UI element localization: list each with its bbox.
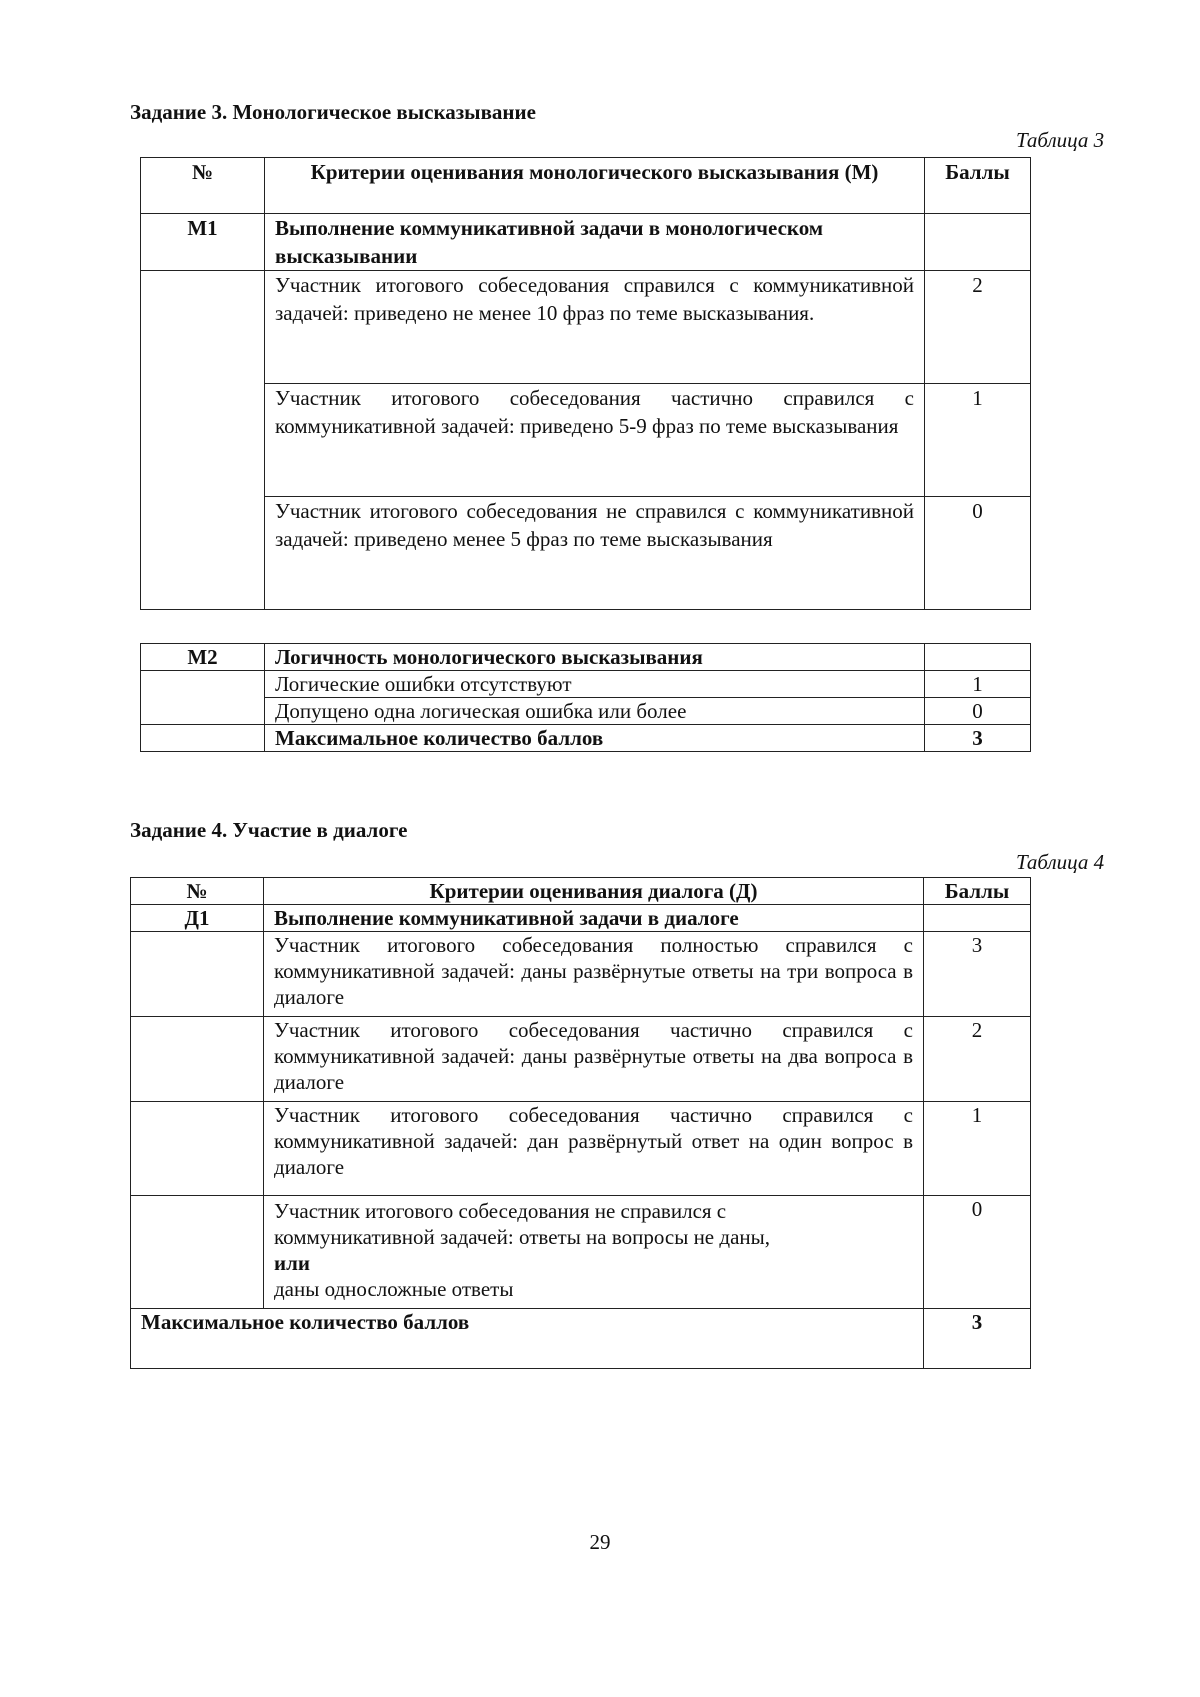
m1-title-row [141, 214, 1031, 271]
d1-row-4-text [264, 1196, 924, 1309]
d1-title-row [131, 905, 1031, 932]
d1-row-2-text: Участник итогового собеседования частично справился с коммуникативной задачей: даны развёрнутые ответы на два вопроса в диалоге [264, 1017, 924, 1102]
table4-max-points: 3 [924, 1309, 1031, 1369]
m1-code: М1 [141, 214, 265, 271]
d1-row-4-points: 0 [924, 1196, 1031, 1309]
m2-title-points [925, 644, 1031, 671]
m2-row-2-text: Допущено одна логическая ошибка или более [265, 698, 925, 725]
d1-row-3-points: 1 [924, 1102, 1031, 1196]
d1-row-4-line-3: даны односложные ответы [274, 1277, 514, 1301]
d1-row-1-text: Участник итогового собеседования полностью справился с коммуникативной задачей: даны развёрнутые ответы на три вопроса в диалоге [264, 932, 924, 1017]
table3-part1 [140, 157, 1031, 610]
d1-row-4-empty [131, 1196, 264, 1309]
table-row [141, 271, 1031, 384]
table-row [131, 932, 1031, 1017]
m1-row-2-points: 1 [925, 384, 1031, 497]
table-row [141, 698, 1031, 725]
table-row [141, 497, 1031, 610]
d1-row-4-or: или [274, 1251, 310, 1275]
m1-empty-cell [141, 271, 265, 610]
table4-header-criteria: Критерии оценивания диалога (Д) [264, 878, 924, 905]
table-row [131, 1196, 1031, 1309]
table4-max-row [131, 1309, 1031, 1369]
table4-max-label: Максимальное количество баллов [131, 1309, 924, 1369]
d1-row-2-empty [131, 1017, 264, 1102]
table3-part2 [140, 643, 1031, 752]
m1-title-points [925, 214, 1031, 271]
m2-max-points: 3 [925, 725, 1031, 752]
m2-max-empty [141, 725, 265, 752]
d1-row-4-line-2: коммуникативной задачей: ответы на вопросы не даны, [274, 1225, 770, 1249]
table-row [141, 671, 1031, 698]
table4-header-num: № [131, 878, 264, 905]
d1-row-4-line-1: Участник итогового собеседования не справился с [274, 1199, 727, 1223]
m2-row-1-points: 1 [925, 671, 1031, 698]
table4-caption: Таблица 4 [1016, 850, 1105, 874]
m2-row-2-points: 0 [925, 698, 1031, 725]
d1-title: Выполнение коммуникативной задачи в диалоге [264, 905, 924, 932]
m1-title: Выполнение коммуникативной задачи в монологическом высказывании [265, 214, 925, 271]
m1-row-3-text: Участник итогового собеседования не справился с коммуникативной задачей: приведено менее 5 фраз по теме высказывания [265, 497, 925, 610]
m2-max-row [141, 725, 1031, 752]
m1-row-3-points: 0 [925, 497, 1031, 610]
table-row [141, 384, 1031, 497]
page-number: 29 [589, 1530, 611, 1554]
task4-heading: Задание 4. Участие в диалоге [130, 818, 408, 842]
table3-caption: Таблица 3 [1016, 128, 1105, 152]
m1-row-1-points: 2 [925, 271, 1031, 384]
m2-row-1-text: Логические ошибки отсутствуют [265, 671, 925, 698]
table3-header-points: Баллы [925, 158, 1031, 214]
table-row [131, 1017, 1031, 1102]
m2-max-label: Максимальное количество баллов [265, 725, 925, 752]
m2-empty-cell [141, 671, 265, 725]
m2-code: М2 [141, 644, 265, 671]
table3-header-criteria: Критерии оценивания монологического высказывания (М) [265, 158, 925, 214]
m2-title-row [141, 644, 1031, 671]
task3-heading: Задание 3. Монологическое высказывание [130, 100, 536, 124]
m2-title: Логичность монологического высказывания [265, 644, 925, 671]
d1-row-1-empty [131, 932, 264, 1017]
table4-header-row [131, 878, 1031, 905]
table4 [130, 877, 1031, 1369]
d1-row-3-text: Участник итогового собеседования частично справился с коммуникативной задачей: дан развёрнутый ответ на один вопрос в диалоге [264, 1102, 924, 1196]
d1-row-1-points: 3 [924, 932, 1031, 1017]
d1-row-2-points: 2 [924, 1017, 1031, 1102]
m1-row-2-text: Участник итогового собеседования частично справился с коммуникативной задачей: приведено 5-9 фраз по теме высказывания [265, 384, 925, 497]
table-row [131, 1102, 1031, 1196]
table3-header-num: № [141, 158, 265, 214]
m1-row-1-text: Участник итогового собеседования справился с коммуникативной задачей: приведено не менее 10 фраз по теме высказывания. [265, 271, 925, 384]
table3-header-row [141, 158, 1031, 214]
d1-title-points [924, 905, 1031, 932]
table4-header-points: Баллы [924, 878, 1031, 905]
d1-code: Д1 [131, 905, 264, 932]
d1-row-3-empty [131, 1102, 264, 1196]
